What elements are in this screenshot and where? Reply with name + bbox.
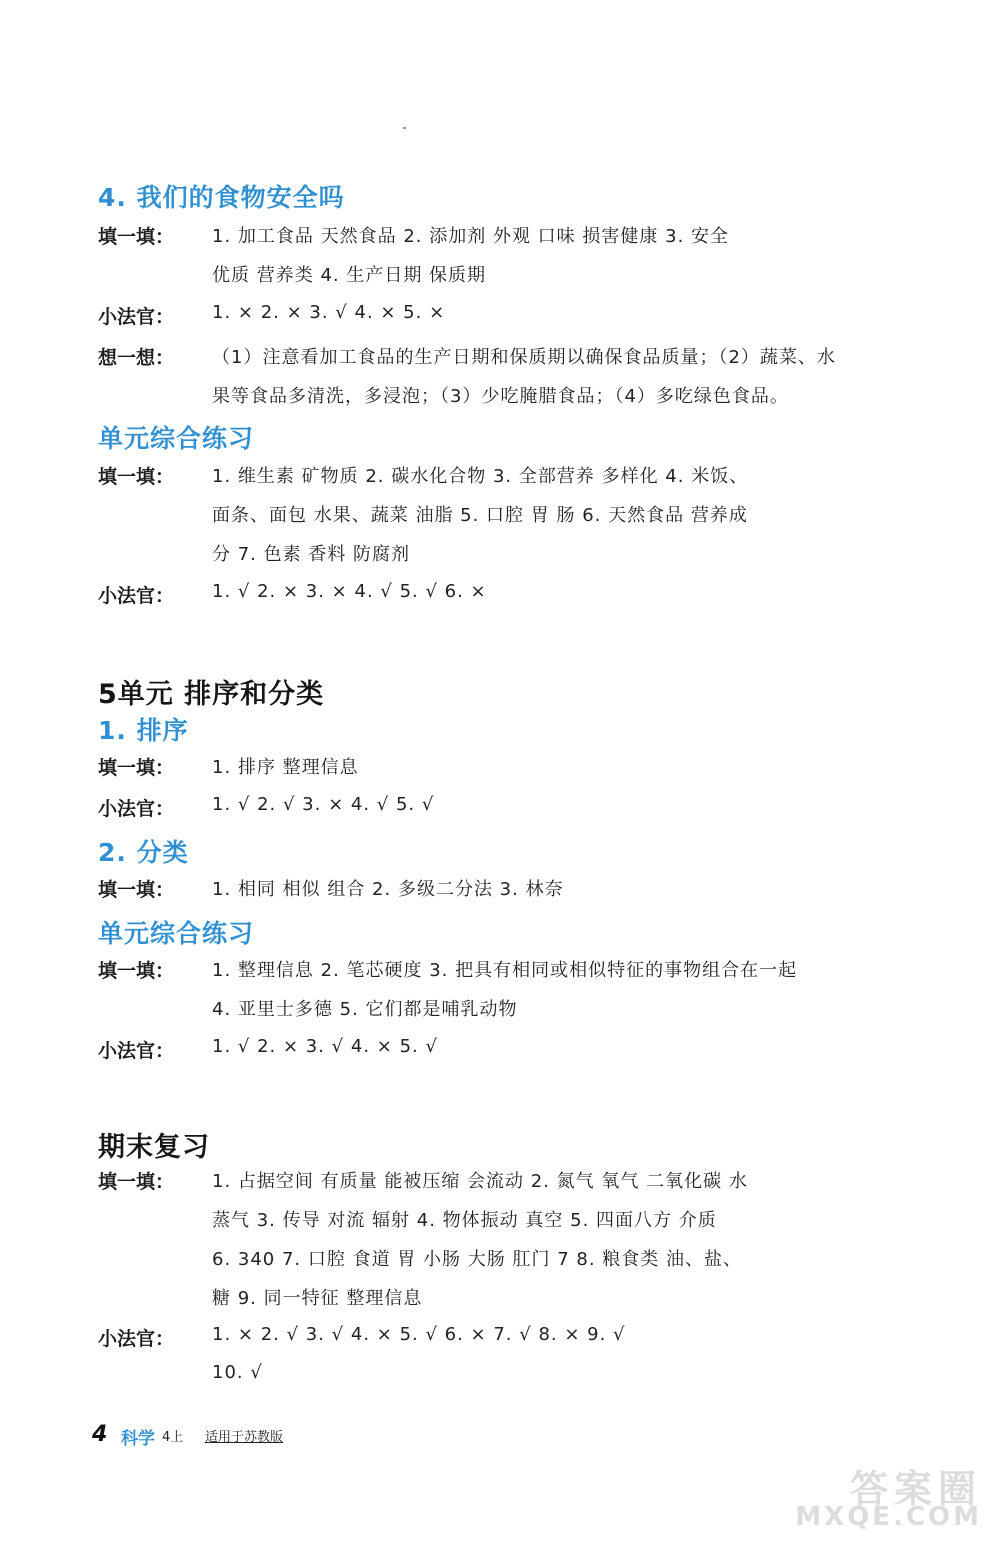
answer-line: 分 7. 色素 香料 防腐剂 bbox=[212, 544, 411, 565]
row-label: 小法官： bbox=[98, 1328, 175, 1350]
watermark-logo bbox=[742, 1458, 982, 1534]
answer-line: 1. 整理信息 2. 笔芯硬度 3. 把具有相同或相似特征的事物组合在一起 bbox=[212, 960, 798, 981]
footer-grade: 4上 bbox=[162, 1430, 184, 1445]
unit-title: 5单元 排序和分类 bbox=[98, 679, 325, 710]
section-title: 单元综合练习 bbox=[98, 424, 255, 453]
answer-line: 1. 维生素 矿物质 2. 碳水化合物 3. 全部营养 多样化 4. 米饭、 bbox=[212, 466, 749, 487]
row-label: 小法官： bbox=[98, 798, 175, 820]
watermark-top-text: 答案圈 bbox=[849, 1467, 982, 1511]
section-title: 单元综合练习 bbox=[98, 919, 255, 948]
answer-line: 1. 相同 相似 组合 2. 多级二分法 3. 林奈 bbox=[212, 879, 564, 900]
row-label: 小法官： bbox=[98, 585, 175, 607]
answer-line: 优质 营养类 4. 生产日期 保质期 bbox=[212, 265, 487, 286]
scan-speck bbox=[403, 127, 406, 129]
row-label: 填一填： bbox=[98, 960, 175, 982]
row-label: 小法官： bbox=[98, 306, 175, 328]
row-label: 想一想： bbox=[98, 347, 175, 369]
watermark-bottom-text: MXQE.COM bbox=[795, 1502, 982, 1532]
answer-line: 10. √ bbox=[212, 1362, 263, 1383]
section-title: 4. 我们的食物安全吗 bbox=[98, 183, 345, 212]
row-label: 填一填： bbox=[98, 757, 175, 779]
answer-line: 4. 亚里士多德 5. 它们都是哺乳动物 bbox=[212, 999, 518, 1020]
footer-subject: 科学 bbox=[121, 1429, 155, 1449]
answer-line: 蒸气 3. 传导 对流 辐射 4. 物体振动 真空 5. 四面八方 介质 bbox=[212, 1210, 717, 1231]
section-title: 1. 排序 bbox=[98, 716, 189, 745]
row-label: 填一填： bbox=[98, 879, 175, 901]
row-label: 填一填： bbox=[98, 466, 175, 488]
page-number: 4 bbox=[92, 1422, 108, 1447]
row-label: 填一填： bbox=[98, 226, 175, 248]
answer-line: 果等食品多清洗，多浸泡；（3）少吃腌腊食品；（4）多吃绿色食品。 bbox=[212, 386, 789, 407]
answer-line: 面条、面包 水果、蔬菜 油脂 5. 口腔 胃 肠 6. 天然食品 营养成 bbox=[212, 505, 748, 526]
answer-line: 6. 340 7. 口腔 食道 胃 小肠 大肠 肛门 7 8. 粮食类 油、盐、 bbox=[212, 1249, 742, 1270]
answer-line: 1. √ 2. × 3. √ 4. × 5. √ bbox=[212, 1036, 438, 1057]
unit-title: 期末复习 bbox=[98, 1132, 210, 1163]
answer-line: 1. × 2. √ 3. √ 4. × 5. √ 6. × 7. √ 8. × 9. √ bbox=[212, 1324, 626, 1345]
answer-line: 1. √ 2. √ 3. × 4. √ 5. √ bbox=[212, 794, 435, 815]
answer-line: 1. × 2. × 3. √ 4. × 5. × bbox=[212, 302, 446, 323]
answer-line: 1. 加工食品 天然食品 2. 添加剂 外观 口味 损害健康 3. 安全 bbox=[212, 226, 730, 247]
footer-edition: 适用于苏教版 bbox=[205, 1430, 284, 1445]
row-label: 小法官： bbox=[98, 1040, 175, 1062]
answer-line: （1）注意看加工食品的生产日期和保质期以确保食品质量；（2）蔬菜、水 bbox=[212, 347, 836, 368]
row-label: 填一填： bbox=[98, 1171, 175, 1193]
answer-line: 1. √ 2. × 3. × 4. √ 5. √ 6. × bbox=[212, 581, 487, 602]
answer-line: 1. 占据空间 有质量 能被压缩 会流动 2. 氮气 氧气 二氧化碳 水 bbox=[212, 1171, 748, 1192]
answer-line: 1. 排序 整理信息 bbox=[212, 757, 359, 778]
section-title: 2. 分类 bbox=[98, 838, 189, 867]
answer-line: 糖 9. 同一特征 整理信息 bbox=[212, 1288, 423, 1309]
